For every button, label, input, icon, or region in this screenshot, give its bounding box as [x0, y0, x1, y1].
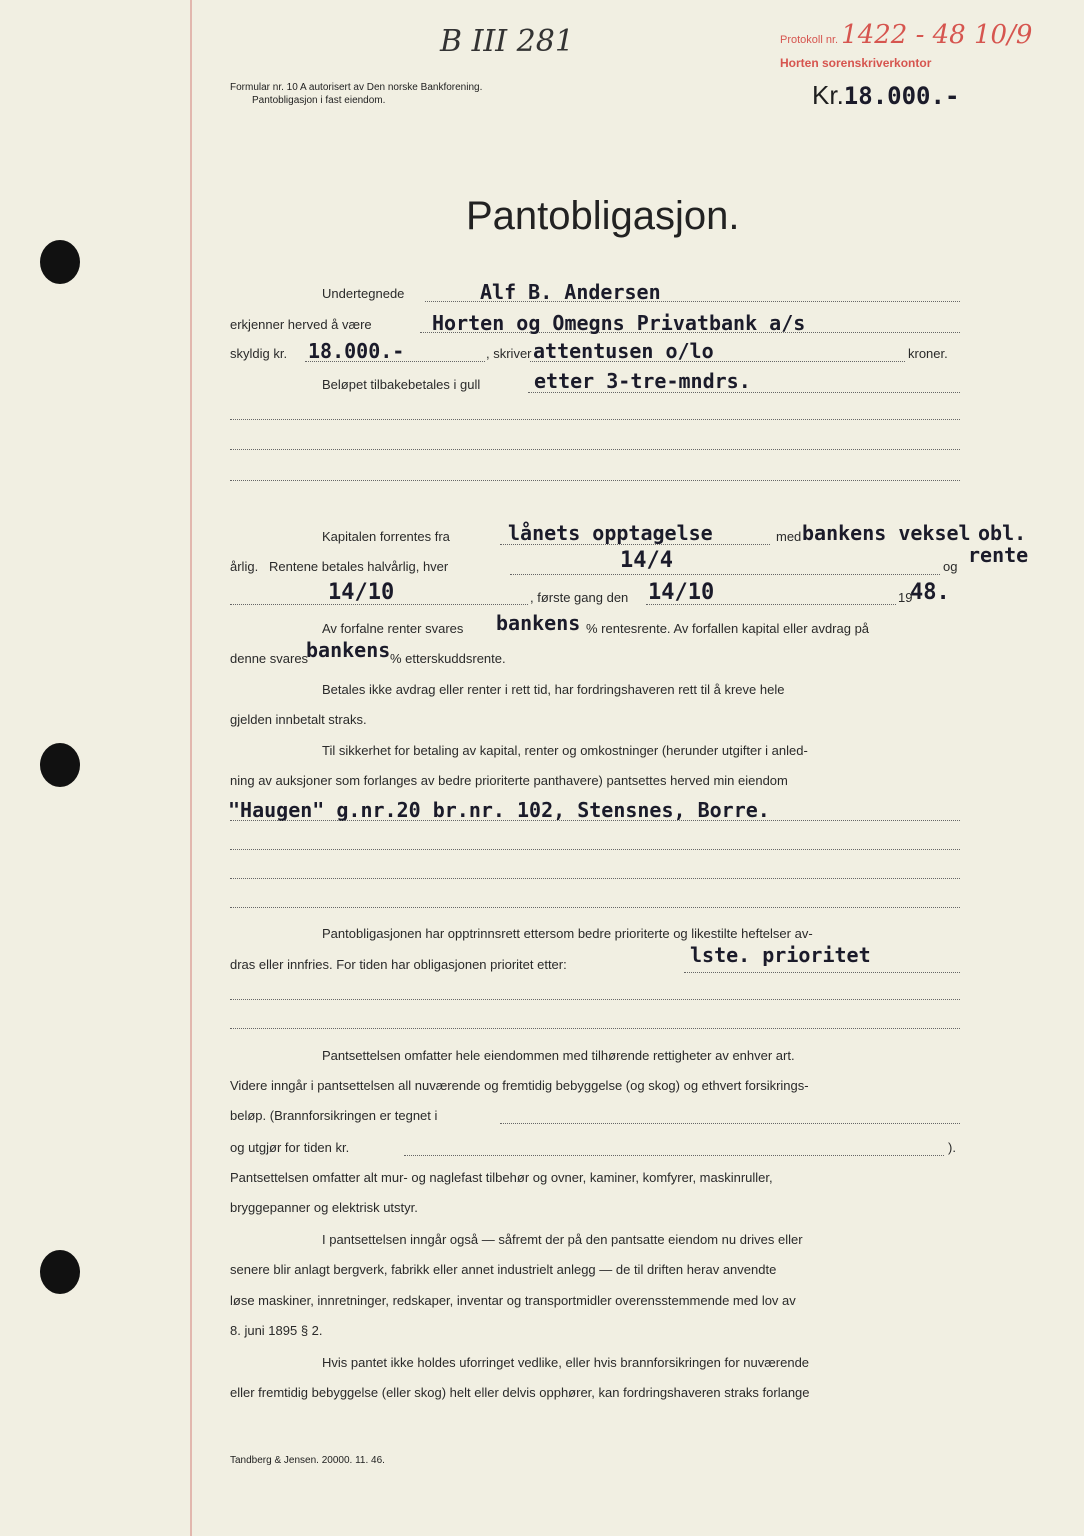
- property-line-3: [230, 878, 960, 879]
- med-label: med: [776, 529, 802, 544]
- ogsa-line-2: senere blir anlagt bergverk, fabrikk eller annet industrielt anlegg — de til driften herav anvendte: [230, 1262, 777, 1277]
- punch-hole-bottom: [40, 1250, 80, 1294]
- omfatter-line-2: Videre inngår i pantsettelsen all nuværende og fremtidig bebyggelse (og skog) og ethvert forsikrings-: [230, 1078, 809, 1093]
- svares-text: denne svares: [230, 651, 309, 666]
- margin-rule: [190, 0, 192, 1536]
- forste-label: , første gang den: [530, 590, 629, 605]
- belopet-label: Beløpet tilbakebetales i gull: [322, 377, 481, 392]
- kroner-label: kroner.: [908, 346, 948, 361]
- date1-value: 14/10: [328, 580, 395, 605]
- document-title: Pantobligasjon.: [466, 194, 740, 238]
- skyldig-label: skyldig kr.: [230, 346, 288, 361]
- skriver-value: attentusen o/lo: [533, 339, 714, 363]
- erkjenner-value: Horten og Omegns Privatbank a/s: [432, 311, 806, 335]
- stamp-handwritten: 1422 - 48 10/9: [841, 20, 1033, 50]
- punch-hole-middle: [40, 743, 80, 787]
- og-label: og: [943, 559, 958, 574]
- forfalne-value: bankens: [496, 611, 581, 635]
- forfalne-text-2: % rentesrente. Av forfallen kapital eller avdrag på: [586, 621, 870, 636]
- amount-prefix: Kr.: [812, 80, 844, 110]
- erkjenner-label: erkjenner herved å være: [230, 317, 372, 332]
- property-line-2: [230, 849, 960, 850]
- omfatter-line-5: Pantsettelsen omfatter alt mur- og naglefast tilbehør og ovner, kaminer, komfyrer, maskinruller,: [230, 1170, 773, 1185]
- med-value: bankens veksel: [802, 521, 971, 545]
- hver-value: 14/4: [620, 548, 673, 573]
- property-value: "Haugen" g.nr.20 br.nr. 102, Stensnes, Borre.: [228, 798, 770, 822]
- forfalne-text: Av forfalne renter svares: [322, 621, 464, 636]
- property-line-1: [230, 820, 960, 821]
- omfatter-line-4: og utgjør for tiden kr.: [230, 1140, 350, 1155]
- prioritet-blank-1: [230, 999, 960, 1000]
- skriver-label: , skriver: [486, 346, 532, 361]
- ogsa-line-3: løse maskiner, innretninger, redskaper, inventar og transportmidler overensstemmende med lov av: [230, 1293, 796, 1308]
- blank-line-3: [230, 480, 960, 481]
- utgjor-line: [404, 1155, 944, 1156]
- opptrinnsrett-line-1: Pantobligasjonen har opptrinnsrett ettersom bedre prioriterte og likestilte heftelser av-: [322, 926, 813, 941]
- med-value-suffix: obl.: [978, 521, 1027, 545]
- year-value: 48.: [910, 580, 950, 605]
- property-line-4: [230, 907, 960, 908]
- hvis-line-1: Hvis pantet ikke holdes uforringet vedlike, eller hvis brannforsikringen for nuværende: [322, 1355, 810, 1370]
- prioritet-line: [684, 972, 960, 973]
- stamp-label: Protokoll nr.: [780, 34, 839, 46]
- skyldig-value: 18.000.-: [308, 339, 405, 363]
- kapitalen-value: lånets opptagelse: [508, 521, 713, 545]
- ogsa-line-4: 8. juni 1895 § 2.: [230, 1323, 323, 1338]
- undertegnede-label: Undertegnede: [322, 286, 405, 301]
- prioritet-blank-2: [230, 1028, 960, 1029]
- archive-reference: B III 281: [440, 24, 574, 59]
- amount-header: [812, 80, 959, 111]
- printer-note: Tandberg & Jensen. 20000. 11. 46.: [230, 1455, 385, 1466]
- omfatter-line-1: Pantsettelsen omfatter hele eiendommen med tilhørende rettigheter av enhver art.: [322, 1048, 795, 1063]
- registry-stamp-line1: [780, 20, 1032, 50]
- undertegnede-value: Alf B. Andersen: [480, 280, 661, 304]
- ogsa-line-1: I pantsettelsen inngår også — såfremt der på den pantsatte eiendom nu drives eller: [322, 1232, 803, 1247]
- forste-value: 14/10: [648, 580, 715, 605]
- form-note-1: Formular nr. 10 A autorisert av Den norske Bankforening.: [230, 82, 483, 93]
- form-note-2: Pantobligasjon i fast eiendom.: [252, 95, 386, 106]
- arlig-text: årlig. Rentene betales halvårlig, hver: [230, 559, 449, 574]
- betales-line-2: gjelden innbetalt straks.: [230, 712, 367, 727]
- hver-line: [510, 574, 940, 575]
- blank-line-2: [230, 449, 960, 450]
- opptrinnsrett-line-2: dras eller innfries. For tiden har obligasjonen prioritet etter:: [230, 957, 567, 972]
- rente-value: rente: [968, 543, 1029, 567]
- sikkerhet-line-2: ning av auksjoner som forlanges av bedre prioriterte panthavere) pantsettes herved min eiendom: [230, 773, 788, 788]
- year-prefix: 19: [898, 590, 913, 605]
- svares-value: bankens: [306, 638, 391, 662]
- registry-stamp-line2: Horten sorenskriverkontor: [780, 56, 932, 70]
- omfatter-line-3: beløp. (Brannforsikringen er tegnet i: [230, 1108, 438, 1123]
- punch-hole-top: [40, 240, 80, 284]
- svares-text-2: % etterskuddsrente.: [390, 651, 506, 666]
- hvis-line-2: eller fremtidig bebyggelse (eller skog) helt eller delvis opphører, kan fordringshaveren straks forlange: [230, 1385, 810, 1400]
- brannforsikring-line: [500, 1123, 960, 1124]
- amount-value: 18.000.-: [843, 82, 960, 110]
- omfatter-line-4-end: ).: [948, 1140, 956, 1155]
- sikkerhet-line-1: Til sikkerhet for betaling av kapital, renter og omkostninger (herunder utgifter i anled-: [322, 743, 808, 758]
- blank-line-1: [230, 419, 960, 420]
- belopet-value: etter 3-tre-mndrs.: [534, 369, 751, 393]
- kapitalen-label: Kapitalen forrentes fra: [322, 529, 450, 544]
- prioritet-value: lste. prioritet: [690, 943, 871, 967]
- omfatter-line-6: bryggepanner og elektrisk utstyr.: [230, 1200, 418, 1215]
- betales-line-1: Betales ikke avdrag eller renter i rett tid, har fordringshaveren rett til å kreve hele: [322, 682, 785, 697]
